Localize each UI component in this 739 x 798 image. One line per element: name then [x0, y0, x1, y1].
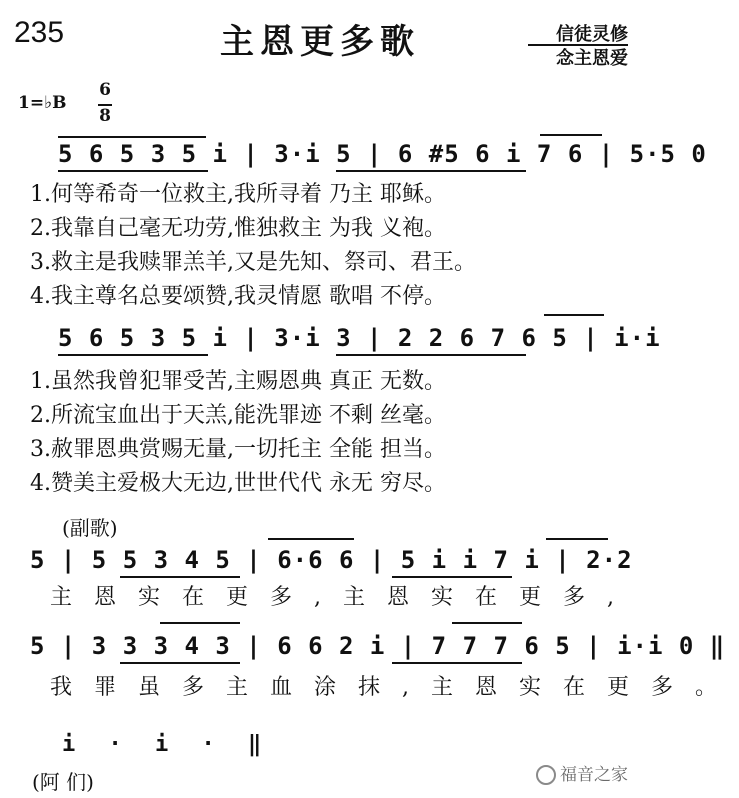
credit-line-1: 信徒灵修 — [556, 24, 628, 45]
amen-notes: i · i · ‖ — [62, 732, 272, 757]
beam — [120, 662, 240, 664]
amen-lyrics: (阿 们) — [32, 770, 94, 794]
verse-line: 1.何等希奇一位救主,我所寻着 乃主 耶稣。 — [30, 182, 446, 207]
beam — [392, 576, 512, 578]
beam — [336, 354, 526, 356]
beam — [392, 662, 522, 664]
verse-line: 3.救主是我赎罪羔羊,又是先知、祭司、君王。 — [30, 250, 476, 275]
slur — [546, 538, 608, 540]
slur — [160, 622, 240, 624]
notation-line: 5 6 5 3 5 i | 3·i 3 | 2 2 6 7 6 5 | i·i — [58, 324, 661, 352]
verse-line: 2.我靠自己毫无功劳,惟独救主 为我 义袍。 — [30, 216, 446, 241]
hymn-number: 235 — [14, 16, 65, 49]
watermark-text: 福音之家 — [560, 765, 628, 785]
verse-line: 4.赞美主爱极大无边,世世代代 永无 穷尽。 — [30, 471, 446, 496]
refrain-label: (副歌) — [62, 516, 118, 540]
notation-line: 5 6 5 3 5 i | 3·i 5 | 6 #5 6 i 7 6 | 5·5 0 — [58, 140, 707, 168]
credit-line-2: 念主恩爱 — [556, 48, 628, 69]
slur — [58, 136, 206, 138]
refrain-lyrics: 主恩实在更多,主恩实在更多, — [50, 585, 636, 610]
notation-line: 5 | 3 3 3 4 3 | 6 6 2 i | 7 7 7 6 5 | i·i 0 ‖ — [30, 632, 726, 660]
verse-line: 3.赦罪恩典赏赐无量,一切托主 全能 担当。 — [30, 437, 446, 462]
slur — [268, 538, 354, 540]
watermark — [536, 760, 628, 785]
beam — [120, 576, 240, 578]
verse-line: 4.我主尊名总要颂赞,我灵情愿 歌唱 不停。 — [30, 284, 446, 309]
key-signature: 1=♭B — [18, 93, 67, 113]
verse-line: 1.虽然我曾犯罪受苦,主赐恩典 真正 无数。 — [30, 369, 446, 394]
slur — [540, 134, 602, 136]
hymn-title: 主恩更多歌 — [220, 22, 420, 62]
refrain-lyrics: 我罪虽多主血涂抹,主恩实在更多。 — [50, 675, 739, 700]
notation-line: 5 | 5 5 3 4 5 | 6·6 6 | 5 i i 7 i | 2·2 — [30, 546, 633, 574]
time-signature-bottom: 8 — [99, 106, 111, 126]
verse-line: 2.所流宝血出于天羔,能洗罪迹 不剩 丝毫。 — [30, 403, 446, 428]
beam — [58, 170, 208, 172]
beam — [58, 354, 208, 356]
beam — [336, 170, 526, 172]
wechat-icon — [536, 765, 556, 785]
slur — [452, 622, 522, 624]
slur — [544, 314, 604, 316]
time-signature-top: 6 — [99, 80, 111, 100]
